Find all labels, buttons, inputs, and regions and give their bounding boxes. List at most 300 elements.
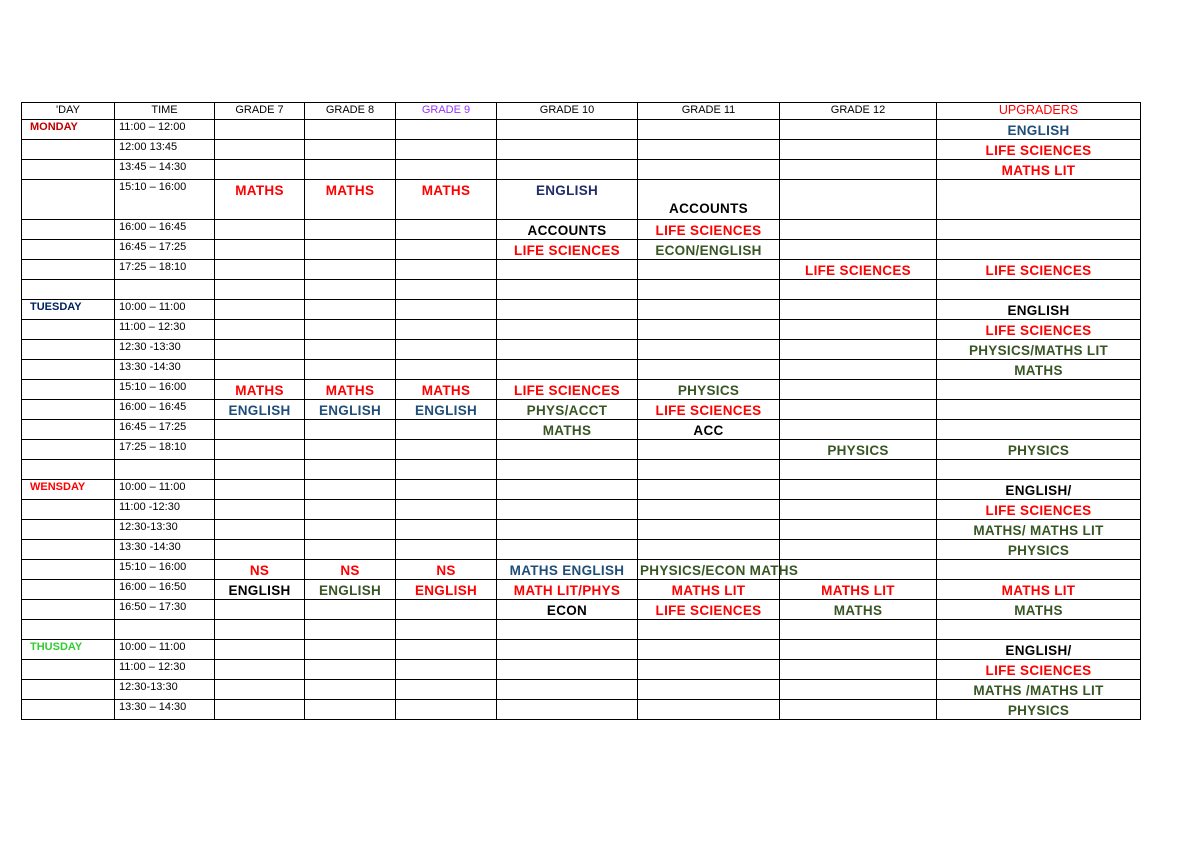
subject-label [782,520,934,524]
grade-12-cell [780,620,937,640]
time-cell: 11:00 – 12:00 [115,120,215,140]
table-row [22,660,1141,680]
subject-label [398,480,494,484]
subject-label [939,420,1138,424]
time-cell: 11:00 – 12:30 [115,320,215,340]
subject-label: MATHS LIT [821,583,895,598]
subject-label [398,640,494,644]
grade-8-cell [305,700,396,720]
subject-label [782,300,934,304]
day-cell [22,180,115,220]
time-cell: 10:00 – 11:00 [115,300,215,320]
time-cell: 12:30 -13:30 [115,340,215,360]
grade-11-cell [638,120,780,140]
table-row [22,540,1141,560]
time-cell: 16:00 – 16:45 [115,400,215,420]
time-cell: 16:50 – 17:30 [115,600,215,620]
grade-9-cell [396,580,497,600]
subject-label [640,480,777,484]
grade-7-cell [215,700,305,720]
grade-11-cell [638,300,780,320]
time-cell: 15:10 – 16:00 [115,380,215,400]
grade-7-cell [215,220,305,240]
day-cell [22,140,115,160]
grade-12-cell [780,160,937,180]
table-row [22,300,1141,320]
grade-10-cell [497,340,638,360]
subject-label [307,360,393,364]
subject-label [217,620,302,624]
subject-label [217,120,302,124]
grade-8-cell [305,300,396,320]
subject-label [499,640,635,644]
grade-12-cell [780,480,937,500]
upgraders-cell [937,220,1141,240]
subject-label [782,180,934,184]
subject-label: PHYSICS [827,443,889,458]
column-header: GRADE 11 [638,103,780,120]
grade-9-cell [396,140,497,160]
subject-label [640,260,777,264]
subject-label [217,280,302,284]
subject-label [398,620,494,624]
subject-label [217,300,302,304]
subject-label [782,240,934,244]
grade-9-cell [396,360,497,380]
subject-label [640,140,777,144]
grade-11-cell [638,700,780,720]
grade-9-cell [396,440,497,460]
time-cell: 13:30 -14:30 [115,540,215,560]
grade-7-cell [215,460,305,480]
subject-label [398,300,494,304]
subject-label [782,500,934,504]
subject-label: ACCOUNTS [669,201,748,216]
grade-12-cell [780,360,937,380]
grade-11-cell [638,280,780,300]
subject-label [398,660,494,664]
subject-label: MATHS [1014,603,1063,618]
subject-label [640,340,777,344]
subject-label [217,240,302,244]
grade-11-cell [638,460,780,480]
grade-7-cell [215,600,305,620]
time-cell [115,620,215,640]
subject-label: ENGLISH/ [1005,483,1072,498]
subject-label [398,220,494,224]
grade-11-cell [638,180,780,220]
table-row [22,620,1141,640]
table-row [22,380,1141,400]
subject-label [640,280,777,284]
subject-label [307,460,393,464]
subject-label [640,620,777,624]
grade-7-cell [215,540,305,560]
subject-label [307,420,393,424]
subject-label [398,340,494,344]
subject-label: LIFE SCIENCES [985,323,1092,338]
subject-label [939,560,1138,564]
grade-9-cell [396,620,497,640]
grade-11-cell [638,480,780,500]
grade-8-cell [305,380,396,400]
subject-label [782,560,934,564]
grade-12-cell [780,400,937,420]
day-cell [22,220,115,240]
subject-label [499,680,635,684]
grade-7-cell [215,440,305,460]
grade-7-cell [215,120,305,140]
day-cell [22,440,115,460]
subject-label: NS [436,563,456,578]
subject-label [307,480,393,484]
subject-label [499,120,635,124]
subject-label [939,380,1138,384]
subject-label [398,520,494,524]
grade-10-cell [497,240,638,260]
upgraders-cell [937,300,1141,320]
grade-7-cell [215,400,305,420]
grade-9-cell [396,280,497,300]
grade-10-cell [497,440,638,460]
grade-7-cell [215,280,305,300]
grade-11-cell [638,320,780,340]
grade-12-cell [780,320,937,340]
table-row [22,680,1141,700]
subject-label: PHYSICS/MATHS LIT [968,343,1109,358]
subject-label [307,120,393,124]
grade-10-cell [497,380,638,400]
subject-label: LIFE SCIENCES [655,403,762,418]
table-row [22,500,1141,520]
grade-12-cell [780,140,937,160]
grade-10-cell [497,520,638,540]
subject-label [782,620,934,624]
subject-label [307,340,393,344]
grade-11-cell [638,580,780,600]
subject-label: ENGLISH [228,403,291,418]
time-cell: 15:10 – 16:00 [115,180,215,220]
day-cell [22,320,115,340]
subject-label: MATHS LIT [1001,163,1076,178]
table-row [22,220,1141,240]
subject-label [499,280,635,284]
grade-7-cell [215,640,305,660]
table-row [22,260,1141,280]
subject-label [398,540,494,544]
grade-11-cell [638,620,780,640]
subject-label [939,240,1138,244]
table-row [22,400,1141,420]
time-cell [115,280,215,300]
grade-11-cell [638,680,780,700]
subject-label [307,140,393,144]
grade-10-cell [497,620,638,640]
subject-label [782,340,934,344]
grade-11-cell [638,160,780,180]
upgraders-cell [937,240,1141,260]
subject-label: MATHS [542,423,592,438]
grade-11-cell [638,520,780,540]
grade-12-cell [780,120,937,140]
subject-label [217,640,302,644]
subject-label [217,360,302,364]
grade-12-cell [780,180,937,220]
time-cell: 17:25 – 18:10 [115,260,215,280]
upgraders-cell [937,680,1141,700]
subject-label: MATHS LIT [671,583,746,598]
column-header: GRADE 9 [396,103,497,120]
upgraders-cell [937,140,1141,160]
subject-label: NS [340,563,360,578]
grade-11-cell [638,660,780,680]
grade-10-cell [497,400,638,420]
grade-7-cell [215,520,305,540]
subject-label [307,620,393,624]
subject-label [782,460,934,464]
subject-label [782,660,934,664]
grade-9-cell [396,540,497,560]
subject-label: MATHS [325,183,375,198]
grade-12-cell [780,540,937,560]
subject-label [217,460,302,464]
table-row [22,520,1141,540]
grade-9-cell [396,160,497,180]
table-row [22,580,1141,600]
grade-9-cell [396,420,497,440]
subject-label [307,160,393,164]
subject-label [499,160,635,164]
subject-label [217,520,302,524]
grade-9-cell [396,180,497,220]
subject-label [398,700,494,704]
grade-10-cell [497,360,638,380]
table-row [22,240,1141,260]
subject-label: ENGLISH [1007,123,1070,138]
subject-label [499,300,635,304]
grade-10-cell [497,300,638,320]
subject-label: LIFE SCIENCES [985,503,1092,518]
grade-8-cell [305,260,396,280]
grade-8-cell [305,540,396,560]
subject-label [939,220,1138,224]
subject-label [398,440,494,444]
grade-11-cell [638,540,780,560]
grade-12-cell [780,220,937,240]
grade-9-cell [396,340,497,360]
grade-8-cell [305,340,396,360]
time-cell: 11:00 -12:30 [115,500,215,520]
subject-label [499,500,635,504]
day-cell [22,420,115,440]
subject-label [307,280,393,284]
grade-12-cell [780,260,937,280]
subject-label [499,540,635,544]
subject-label: MATHS LIT [1001,583,1076,598]
day-cell [22,260,115,280]
time-cell: 16:45 – 17:25 [115,420,215,440]
grade-7-cell [215,660,305,680]
subject-label: PHYS/ACCT [526,403,608,418]
grade-10-cell [497,280,638,300]
table-row [22,120,1141,140]
subject-label [499,360,635,364]
upgraders-cell [937,600,1141,620]
upgraders-cell [937,420,1141,440]
table-row [22,340,1141,360]
grade-8-cell [305,620,396,640]
subject-label: MATHS [421,183,471,198]
day-cell [22,620,115,640]
grade-12-cell [780,700,937,720]
column-header: UPGRADERS [937,103,1141,120]
grade-10-cell [497,260,638,280]
timetable [21,102,1141,720]
grade-8-cell [305,520,396,540]
grade-8-cell [305,440,396,460]
time-cell: 16:00 – 16:45 [115,220,215,240]
subject-label [217,260,302,264]
upgraders-cell [937,500,1141,520]
subject-label: NS [249,563,270,578]
table-row [22,480,1141,500]
subject-label [640,640,777,644]
grade-7-cell [215,380,305,400]
subject-label [782,380,934,384]
table-row [22,320,1141,340]
day-cell [22,660,115,680]
grade-12-cell [780,660,937,680]
subject-label [398,260,494,264]
grade-8-cell [305,220,396,240]
subject-label [499,520,635,524]
day-cell [22,600,115,620]
grade-9-cell [396,460,497,480]
grade-8-cell [305,400,396,420]
subject-label [217,540,302,544]
grade-7-cell [215,140,305,160]
subject-label: ENGLISH [318,583,382,598]
subject-label [398,500,494,504]
grade-12-cell [780,640,937,660]
header-row [22,103,1141,120]
grade-8-cell [305,280,396,300]
subject-label [782,540,934,544]
time-cell: 16:00 – 16:50 [115,580,215,600]
subject-label: ENGLISH [228,583,291,598]
subject-label: ACC [693,423,724,438]
grade-12-cell [780,240,937,260]
subject-label [398,680,494,684]
grade-7-cell [215,620,305,640]
grade-9-cell [396,260,497,280]
day-cell [22,160,115,180]
upgraders-cell [937,180,1141,220]
grade-9-cell [396,120,497,140]
upgraders-cell [937,380,1141,400]
subject-label: ECON/ENGLISH [655,243,762,258]
time-cell: 10:00 – 11:00 [115,480,215,500]
upgraders-cell [937,120,1141,140]
subject-label [217,160,302,164]
subject-label [640,160,777,164]
table-row [22,420,1141,440]
subject-label [782,680,934,684]
subject-label [307,260,393,264]
subject-label [640,120,777,124]
column-header: GRADE 7 [215,103,305,120]
time-cell: 12:30-13:30 [115,520,215,540]
subject-label: LIFE SCIENCES [985,263,1092,278]
subject-label [217,660,302,664]
subject-label [782,480,934,484]
grade-11-cell [638,440,780,460]
grade-7-cell [215,320,305,340]
subject-label [782,160,934,164]
grade-9-cell [396,520,497,540]
grade-11-cell [638,220,780,240]
time-cell: 15:10 – 16:00 [115,560,215,580]
subject-label: MATHS [235,383,284,398]
grade-7-cell [215,500,305,520]
subject-label: MATHS [1014,363,1063,378]
grade-11-cell [638,420,780,440]
subject-label [217,480,302,484]
grade-10-cell [497,680,638,700]
subject-label [307,520,393,524]
subject-label [307,240,393,244]
subject-label [782,640,934,644]
grade-12-cell [780,280,937,300]
grade-10-cell [497,120,638,140]
grade-9-cell [396,380,497,400]
subject-label: LIFE SCIENCES [655,603,762,618]
table-row [22,560,1141,580]
subject-label: MATH LIT/PHYS [513,583,621,598]
grade-11-cell [638,400,780,420]
grade-9-cell [396,640,497,660]
subject-label [307,700,393,704]
upgraders-cell [937,700,1141,720]
subject-label [398,460,494,464]
subject-label [782,220,934,224]
grade-8-cell [305,500,396,520]
upgraders-cell [937,580,1141,600]
day-cell [22,680,115,700]
grade-7-cell [215,420,305,440]
table-row [22,280,1141,300]
column-header: GRADE 12 [780,103,937,120]
subject-label: PHYSICS [677,383,740,398]
subject-label [499,480,635,484]
subject-label [398,420,494,424]
grade-8-cell [305,240,396,260]
subject-label [782,120,934,124]
day-cell [22,400,115,420]
grade-12-cell [780,300,937,320]
grade-12-cell [780,340,937,360]
upgraders-cell [937,340,1141,360]
subject-label: ECON [546,603,588,618]
grade-8-cell [305,320,396,340]
grade-7-cell [215,580,305,600]
subject-label [939,180,1138,184]
day-cell: TUESDAY [22,300,115,320]
grade-7-cell [215,480,305,500]
grade-9-cell [396,500,497,520]
upgraders-cell [937,620,1141,640]
subject-label [499,340,635,344]
